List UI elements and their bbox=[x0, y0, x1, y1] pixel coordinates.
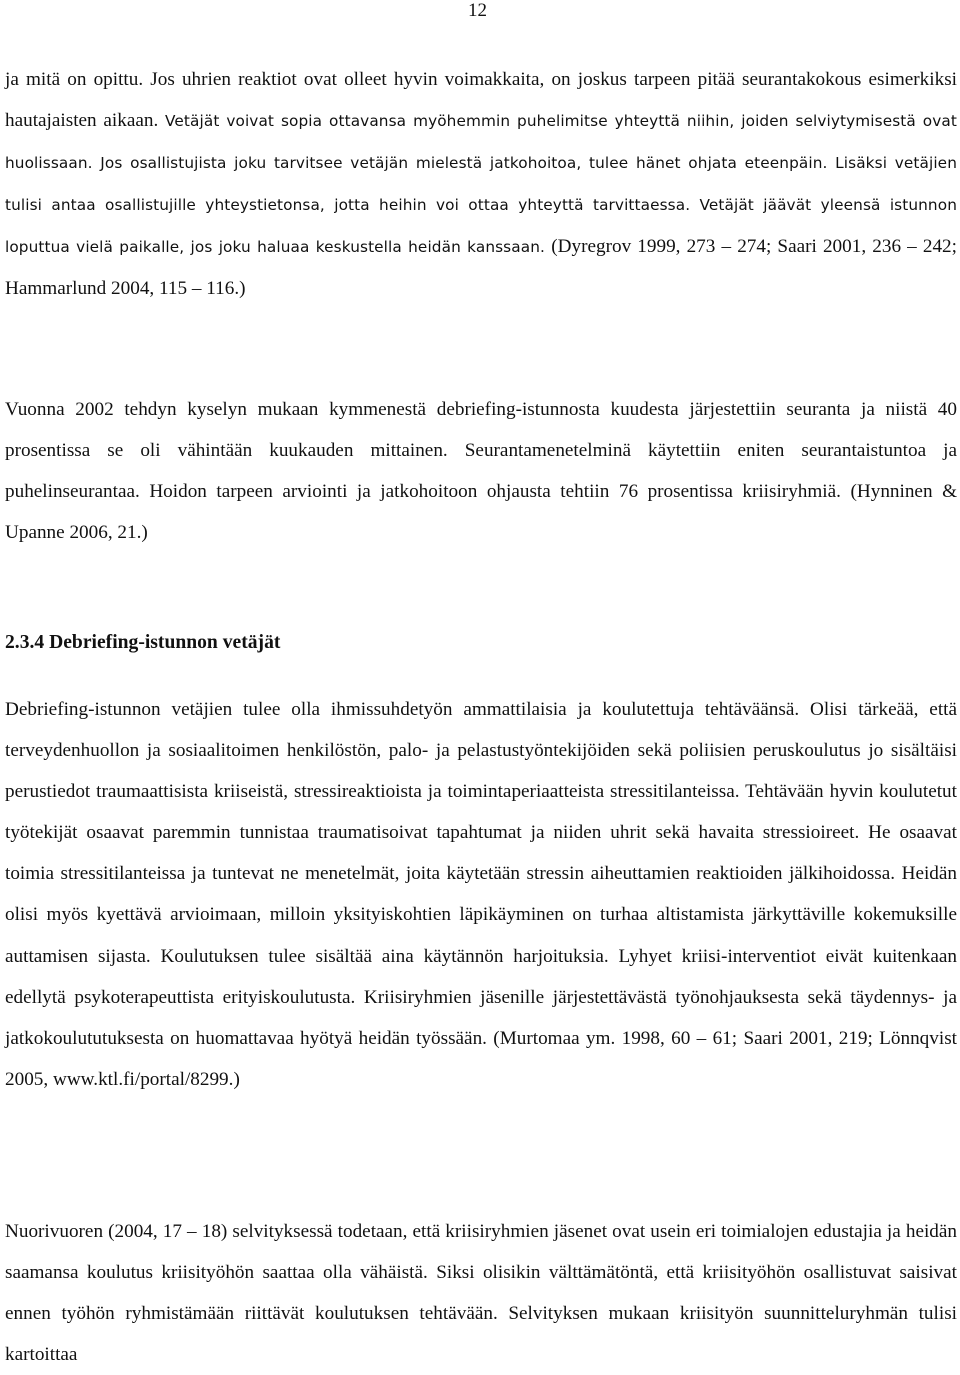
paragraph-kysely-2002: Vuonna 2002 tehdyn kyselyn mukaan kymmenestä debriefing-istunnosta kuudesta järjestettiin seuranta ja niistä 40 prosentissa se oli vähintään kuukauden mittainen. Seurantamenetelminä käytettiin eniten seurantaistuntoa ja puhelinseurantaa. Hoidon tarpeen arviointi ja jatkohoitoon ohjausta tehtiin 76 prosentissa kriisiryhmiä. (Hynninen & Upanne 2006, 21.) bbox=[5, 399, 957, 544]
page-number: 12 bbox=[468, 0, 487, 21]
paragraph-seurantakokous bbox=[5, 59, 957, 310]
section-heading: 2.3.4 Debriefing-istunnon vetäjät bbox=[5, 632, 281, 653]
paragraph-1-sentence-a: ja mitä on opittu. Jos uhrien reaktiot ovat olleet hyvin voimakkaita, on joskus tarpeen pitää seurantakokous esimerkiksi hautajaisten aikaan. bbox=[5, 69, 957, 132]
paragraph-vetajat: Debriefing-istunnon vetäjien tulee olla ihmissuhdetyön ammattilaisia ja koulutettuja tehtäväänsä. Olisi tärkeää, että terveydenhuollon ja sosiaalitoimen henkilöstön, palo- ja pelastustyöntekijöiden sekä poliisien peruskoulutus jo sisältäisi perustiedot traumaattisista kriiseistä, stressireaktioista ja toimintaperiaatteista stressitilanteissa. Tehtävään hyvin koulutetut työtekijät osaavat paremmin tunnistaa traumatisoivat tapahtumat ja niiden uhrit sekä havaita stressioireet. He osaavat toimia stressitilanteissa ja tuntevat ne menetelmät, joita käytetään stressin aiheuttamien reaktioiden jälkihoidossa. Heidän olisi myös kyettävä arvioimaan, milloin yksityiskohtien läpikäyminen on turhaa altistamista järkyttäville kokemuksille auttamisen sijasta. Koulutuksen tulee sisältää aina käytännön harjoituksia. Lyhyet kriisi-interventiot eivät kuitenkaan edellytä psykoterapeuttista erityiskoulutusta. Kriisiryhmien jäsenille järjestettävästä työnohjauksesta sekä täydennys- ja jatkokoulututuksesta on huomattavaa hyötyä heidän työssään. (Murtomaa ym. 1998, 60 – 61; Saari 2001, 219; Lönnqvist 2005, www.ktl.fi/portal/8299.) bbox=[5, 699, 957, 1090]
paragraph-1-sentence-b: Vetäjät voivat sopia ottavansa myöhemmin puhelimitse yhteyttä niihin, joiden selviytymisestä ovat huolissaan. Jos osallistujista joku tarvitsee vetäjän mielestä jatkohoitoa, tulee hänet ohjata eteenpäin. Lisäksi vetäjien tulisi antaa osallistujille yhteystietonsa, jotta heihin voi ottaa yhteyttä tarvittaessa. Vetäjät jäävät yleensä istunnon loputtua vielä paikalle, jos joku haluaa keskustella heidän kanssaan. bbox=[5, 112, 957, 257]
paragraph-1-citation: (Dyregrov 1999, 273 – 274; Saari 2001, 236 – 242; Hammarlund 2004, 115 – 116.) bbox=[5, 236, 957, 300]
paragraph-nuorivuori: Nuorivuoren (2004, 17 – 18) selvityksessä todetaan, että kriisiryhmien jäsenet ovat usein eri toimialojen edustajia ja heidän saamansa koulutus kriisityöhön saattaa olla vähäistä. Siksi olisikin välttämätöntä, että kriisityöhön osallistuvat saisivat ennen työhön ryhmistämään riittävät koulutuksen tehtävään. Selvityksen mukaan kriisityön suunnitteluryhmän tulisi kartoittaa bbox=[5, 1221, 957, 1366]
